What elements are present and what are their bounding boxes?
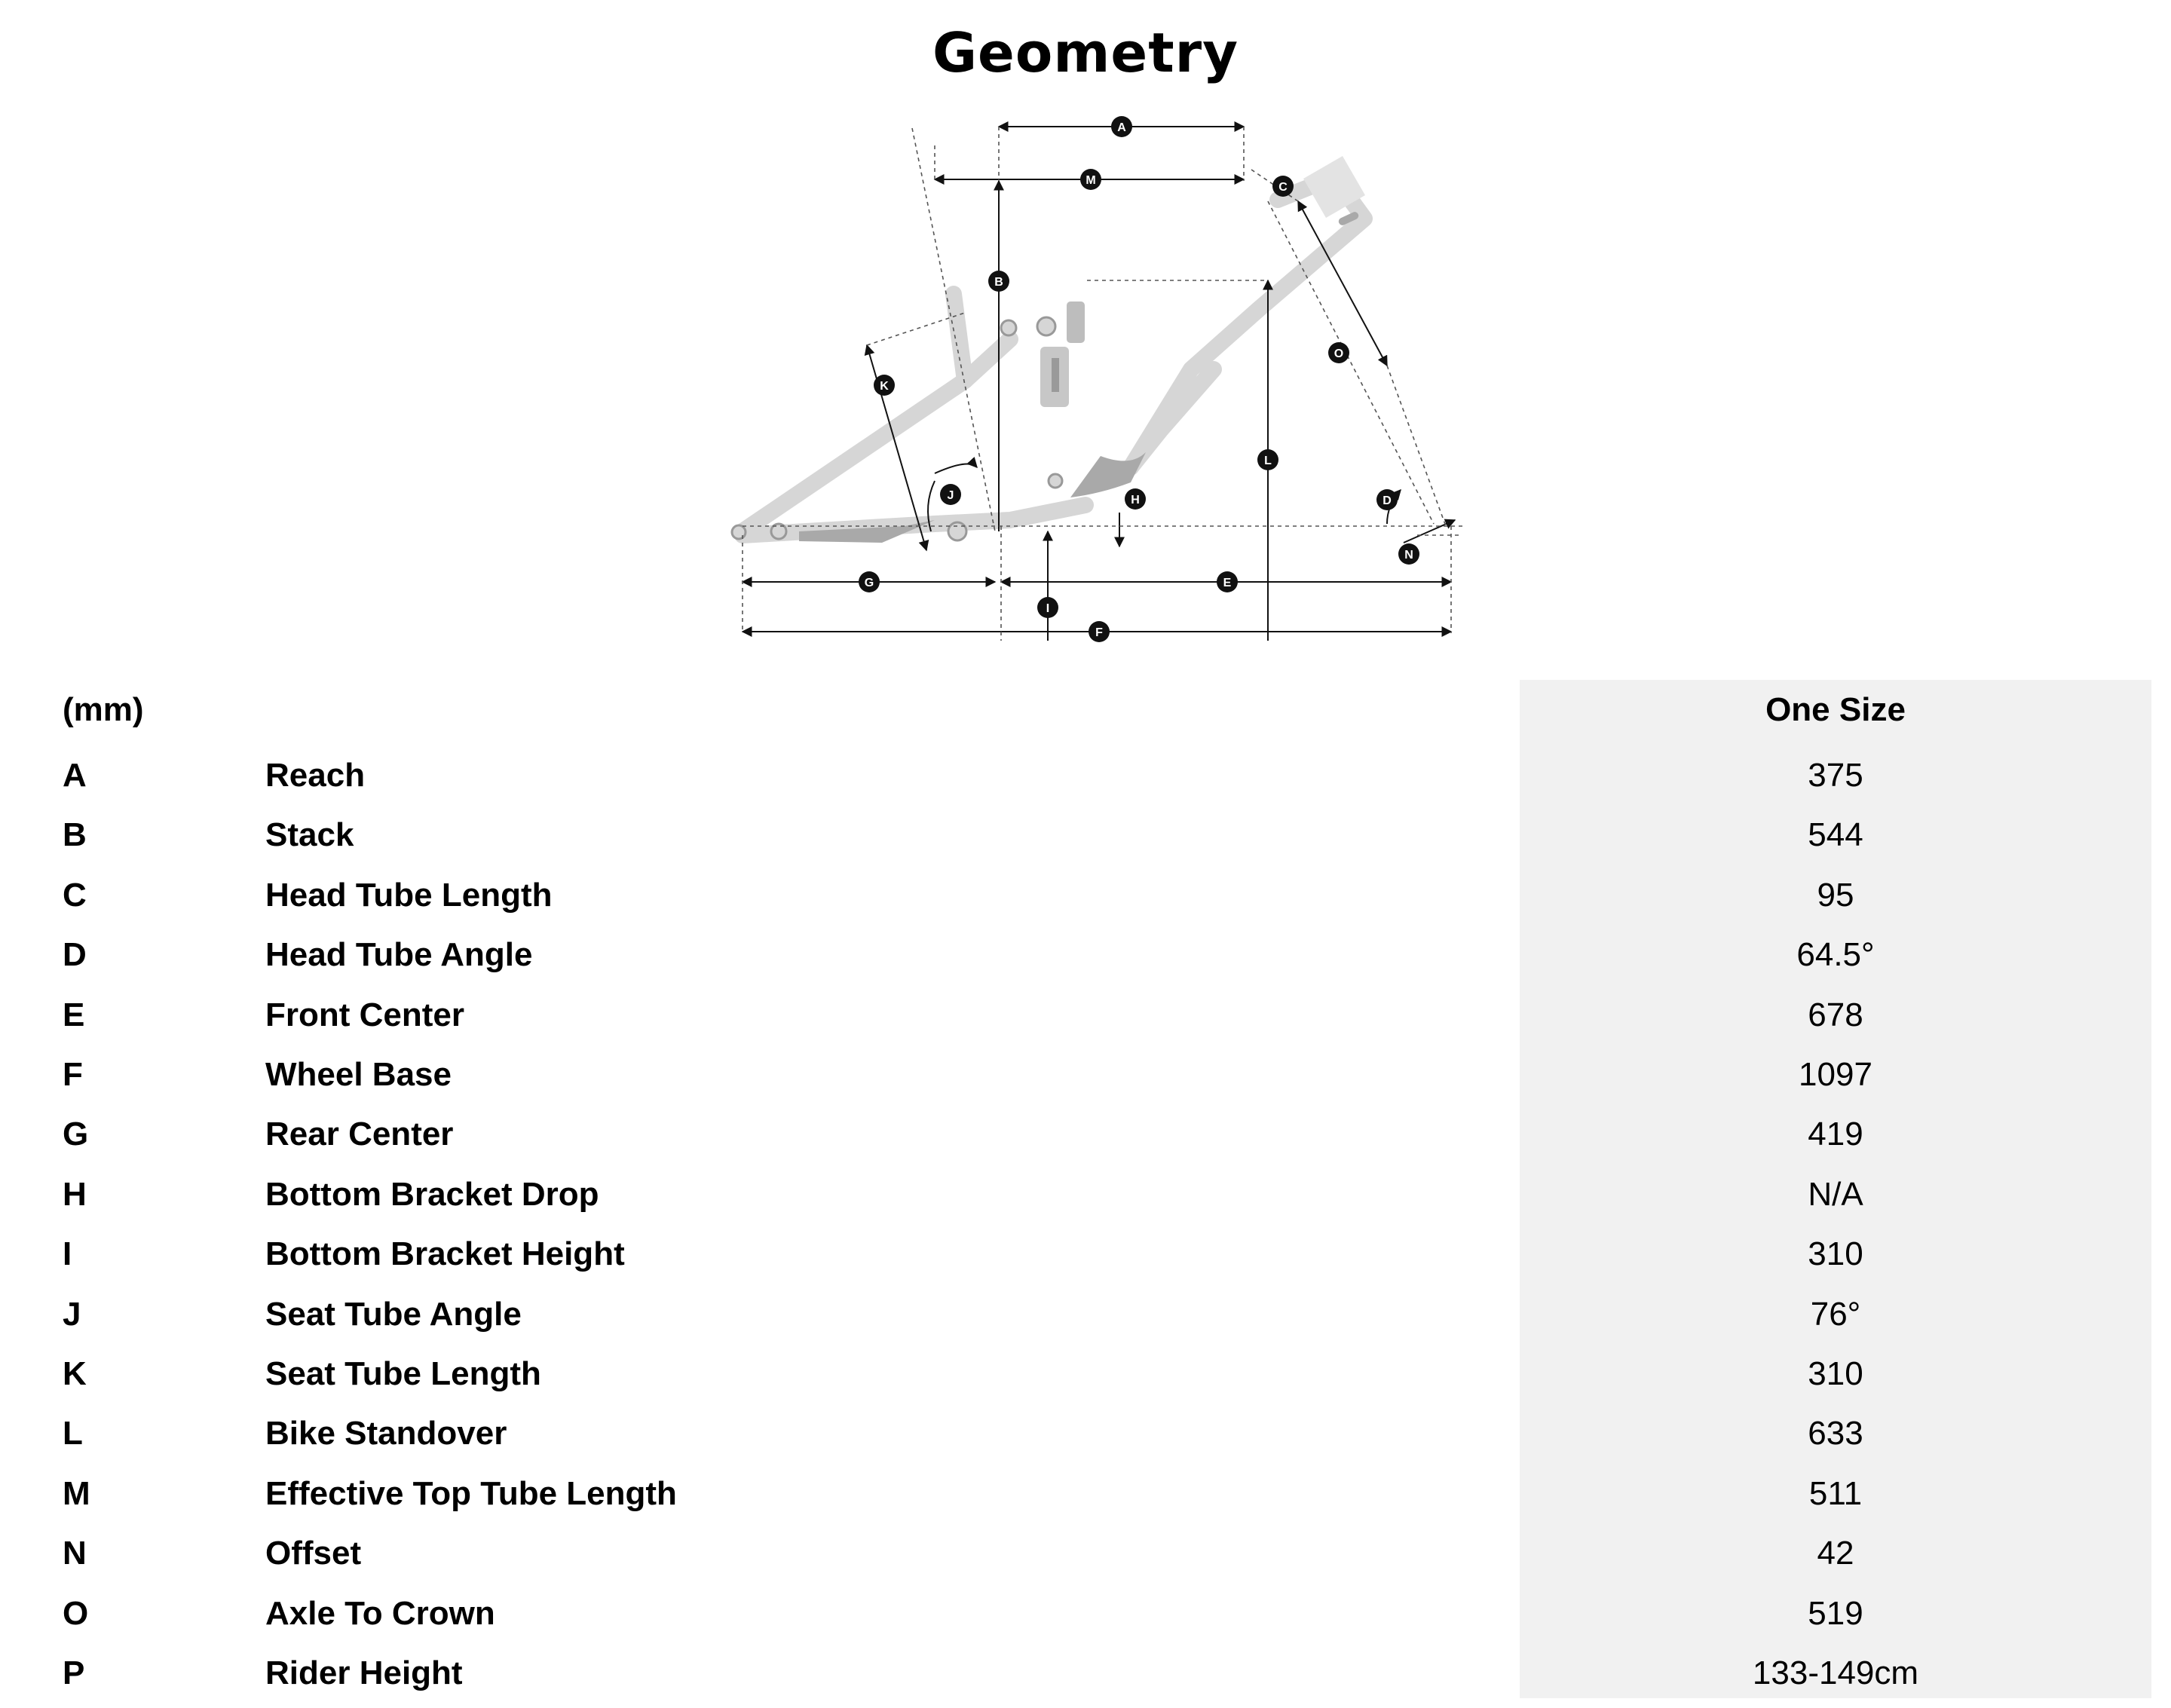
row-letter: I (63, 1235, 72, 1273)
svg-text:B: B (994, 276, 1003, 289)
svg-text:K: K (880, 380, 889, 393)
row-value: 133-149cm (1752, 1654, 1919, 1691)
marker-o (1328, 342, 1349, 363)
row-label: Seat Tube Length (265, 1355, 541, 1392)
marker-n (1398, 543, 1419, 565)
table-row (0, 1290, 2171, 1349)
row-letter: E (63, 996, 85, 1033)
row-value: 76° (1810, 1295, 1861, 1333)
row-label: Offset (265, 1535, 362, 1572)
row-value: 42 (1817, 1535, 1854, 1572)
row-label: Axle To Crown (265, 1594, 495, 1632)
table-row (0, 1050, 2171, 1110)
row-letter: D (63, 936, 87, 974)
row-label: Front Center (265, 996, 464, 1033)
row-letter: B (63, 816, 87, 854)
row-value: 511 (1808, 1474, 1863, 1512)
row-value: 519 (1808, 1594, 1863, 1632)
svg-text:A: A (1117, 121, 1126, 134)
row-value: 310 (1808, 1235, 1863, 1273)
bike-frame-details (732, 156, 1365, 543)
marker-f (1089, 621, 1110, 642)
svg-text:M: M (1086, 174, 1096, 187)
svg-text:O: O (1334, 347, 1344, 360)
row-label: Head Tube Length (265, 876, 553, 914)
table-row (0, 1229, 2171, 1289)
marker-m (1080, 169, 1101, 190)
svg-text:G: G (864, 577, 874, 589)
row-letter: O (63, 1594, 89, 1632)
row-value: 375 (1808, 757, 1863, 794)
row-label: Rear Center (265, 1116, 454, 1153)
table-row (0, 1170, 2171, 1229)
row-value: 544 (1808, 816, 1863, 854)
row-letter: N (63, 1535, 87, 1572)
row-letter: L (63, 1415, 83, 1452)
row-label: Bike Standover (265, 1415, 507, 1452)
row-label: Wheel Base (265, 1056, 452, 1093)
table-row (0, 1469, 2171, 1529)
row-letter: G (63, 1116, 89, 1153)
row-value: 310 (1808, 1355, 1863, 1392)
marker-e (1217, 571, 1238, 592)
marker-d (1376, 489, 1398, 510)
row-letter: J (63, 1295, 81, 1333)
marker-i (1037, 597, 1058, 618)
marker-b (988, 271, 1009, 292)
marker-c (1272, 176, 1294, 197)
geometry-diagram (709, 113, 1493, 656)
table-row (0, 751, 2171, 810)
row-label: Head Tube Angle (265, 936, 533, 974)
row-letter: H (63, 1175, 87, 1213)
table-row (0, 930, 2171, 990)
row-label: Stack (265, 816, 354, 854)
row-label: Rider Height (265, 1654, 463, 1691)
row-letter: K (63, 1355, 87, 1392)
row-label: Effective Top Tube Length (265, 1474, 677, 1512)
table-row (0, 810, 2171, 870)
svg-text:E: E (1223, 577, 1232, 589)
svg-text:N: N (1404, 549, 1413, 562)
table-row (0, 1409, 2171, 1468)
table-row (0, 990, 2171, 1050)
row-label: Bottom Bracket Height (265, 1235, 625, 1273)
row-letter: P (63, 1654, 85, 1691)
row-value: 1097 (1799, 1056, 1872, 1093)
svg-text:L: L (1264, 455, 1272, 467)
row-letter: C (63, 876, 87, 914)
row-label: Reach (265, 757, 366, 794)
row-letter: F (63, 1056, 83, 1093)
unit-label: (mm) (63, 691, 144, 728)
table-row (0, 1349, 2171, 1409)
svg-text:D: D (1383, 494, 1392, 507)
svg-text:J: J (947, 489, 954, 502)
table-row (0, 1589, 2171, 1648)
marker-g (859, 571, 880, 592)
row-label: Bottom Bracket Drop (265, 1175, 599, 1213)
marker-k (874, 375, 895, 396)
marker-j (940, 484, 961, 505)
row-value: N/A (1808, 1175, 1863, 1213)
page-title: Geometry (932, 21, 1239, 84)
svg-text:C: C (1278, 181, 1288, 194)
row-value: 419 (1808, 1116, 1863, 1153)
row-value: 678 (1808, 996, 1863, 1033)
table-row (0, 1110, 2171, 1169)
marker-l (1257, 449, 1278, 470)
table-row (0, 871, 2171, 930)
row-letter: M (63, 1474, 90, 1512)
marker-h (1125, 488, 1146, 510)
table-row (0, 1529, 2171, 1588)
row-letter: A (63, 757, 87, 794)
svg-text:H: H (1131, 494, 1140, 507)
row-value: 95 (1817, 876, 1854, 914)
marker-a (1111, 116, 1132, 137)
table-row (0, 1648, 2171, 1708)
row-label: Seat Tube Angle (265, 1295, 522, 1333)
row-value: 633 (1808, 1415, 1863, 1452)
svg-text:F: F (1095, 626, 1103, 639)
svg-text:I: I (1046, 602, 1050, 615)
row-value: 64.5° (1796, 936, 1875, 974)
size-column-header: One Size (1765, 691, 1906, 728)
